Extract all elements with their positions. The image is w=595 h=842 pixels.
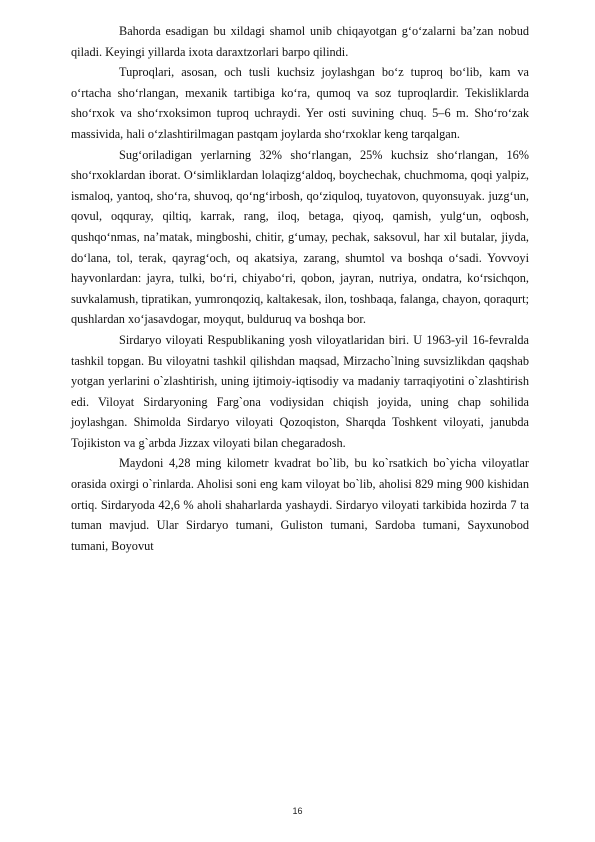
paragraph-region-history: Sirdaryo viloyati Respublikaning yosh viloyatlaridan biri. U 1963-yil 16-fevralda tashkil topgan. Bu viloyatni tashkil qilishdan maqsad, Mirzacho`lning suvsizlikdan qaqshab yotgan yerlarini o`zlashtirish, uning ijtimoiy-iqtisodiy va madaniy tarraqiyotini o`zlashtirish edi. Viloyat Sirdaryoning Farg`ona vodiysidan chiqish joyida, uning chap sohilida joylashgan. Shimolda Sirdaryo viloyati Qozoqiston, Sharqda Toshkent viloyati, janubda Tojikiston va g`arbda Jizzax viloyati bilan chegaradosh.: [71, 332, 529, 450]
document-body: [71, 21, 529, 556]
page-number: 16: [292, 806, 303, 816]
paragraph-area-population: Maydoni 4,28 ming kilometr kvadrat bo`lib, bu ko`rsatkich bo`yicha viloyatlar orasida oxirgi o`rinlarda. Aholisi soni eng kam viloyat bo`lib, aholisi 829 ming 900 kishidan ortiq. Sirdaryoda 42,6 % aholi shaharlarda yashaydi. Sirdaryo viloyati tarkibida hozirda 7 ta tuman mavjud. Ular Sirdaryo tumani, Guliston tumani, Sardoba tumani, Sayxunobod tumani, Boyovut: [71, 456, 529, 553]
paragraph-wind: Bahorda esadigan bu xildagi shamol unib chiqayotgan g‘o‘zalarni ba’zan nobud qiladi. Keyingi yillarda ixota daraxtzorlari barpo qilindi.: [71, 24, 529, 59]
paragraph-flora-fauna: Sug‘oriladigan yerlarning 32% sho‘rlangan, 25% kuchsiz sho‘rlangan, 16% sho‘rxoklardan iborat. O‘simliklardan lolaqizg‘aldoq, boychechak, chuchmoma, qoqi yalpiz, ismaloq, yantoq, sho‘ra, shuvoq, qo‘ng‘irbosh, qo‘ziquloq, tuyatovon, quyonsuyak. juzg‘un, qovul, oqquray, qiltiq, karrak, rang, iloq, betaga, qiyoq, qamish, yulg‘un, oqbosh, qushqo‘nmas, na’matak, mingboshi, chitir, g‘umay, pechak, saksovul, har xil butalar, jiyda, do‘lana, tol, terak, qayrag‘och, oq akatsiya, zarang, shumtol va boshqa o‘sadi. Yovvoyi hayvonlardan: jayra, tulki, bo‘ri, chiyabo‘ri, qobon, jayran, nutriya, ondatra, ko‘rsichqon, suvkalamush, tipratikan, yumronqoziq, kaltakesak, ilon, toshbaqa, falanga, chayon, qoraqurt; qushlardan xo‘jasavdogar, moyqut, bulduruq va boshqa bor.: [71, 147, 529, 327]
paragraph-soils: Tuproqlari, asosan, och tusli kuchsiz joylashgan bo‘z tuproq bo‘lib, kam va o‘rtacha sho‘rlangan, mexanik tartibiga ko‘ra, qumoq va soz tuproqlardir. Tekisliklarda sho‘rxok va sho‘rxoksimon tuproq uchraydi. Yer osti suvining chuq. 5–6 m. Sho‘ro‘zak massivida, hali o‘zlashtirilmagan pastqam joylarda sho‘rxoklar keng tarqalgan.: [71, 65, 529, 141]
